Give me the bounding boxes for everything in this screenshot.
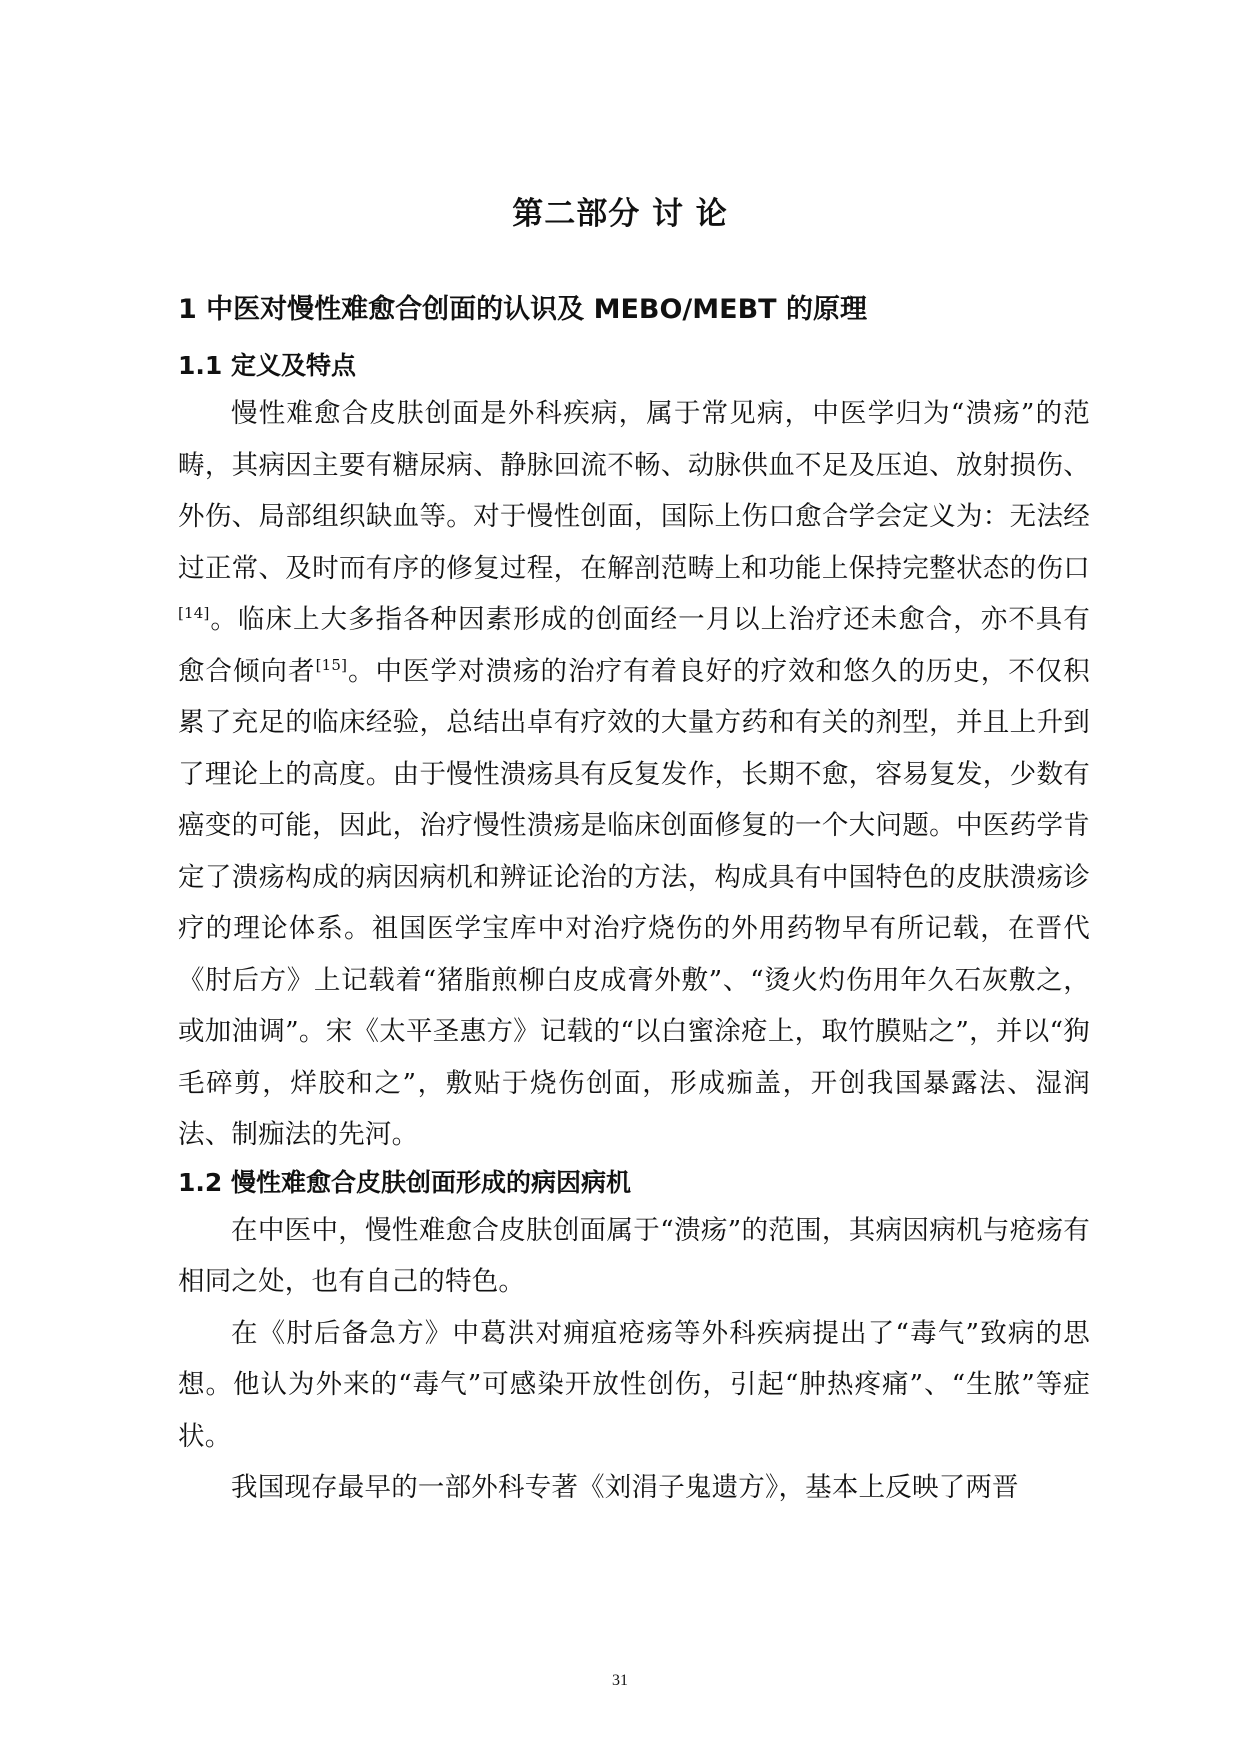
section-1-2-heading: 1.2 慢性难愈合皮肤创面形成的病因病机 xyxy=(178,1167,631,1197)
paragraph-text: 。中医学对溃疡的治疗有着良好的疗效和悠久的历史，不仅积累了充足的临床经验，总结出卓有疗效的大量方药和有关的剂型，并且上升到了理论上的高度。由于慢性溃疡具有反复发作，长期不愈，容易复发，少数有癌变的可能，因此，治疗慢性溃疡是临床创面修复的一个大问题。中医药学肯定了溃疡构成的病因病机和辨证论治的方法，构成具有中国特色的皮肤溃疡诊疗的理论体系。祖国医学宝库中对治疗烧伤的外用药物早有所记载，在晋代《肘后方》上记载着“猪脂煎柳白皮成膏外敷”、“烫火灼伤用年久石灰敷之，或加油调”。宋《太平圣惠方》记载的“以白蜜涂疮上，取竹膜贴之”，并以“狗毛碎剪，烊胶和之”，敷贴于烧伤创面，形成痂盖，开创我国暴露法、湿润法、制痂法的先河。 xyxy=(178,655,1090,1150)
citation-ref[interactable]: [14] xyxy=(178,604,210,623)
section-1-2-paragraph-2: 在《肘后备急方》中葛洪对痈疽疮疡等外科疾病提出了“毒气”致病的思想。他认为外来的“毒气”可感染开放性创伤，引起“肿热疼痛”、“生脓”等症状。 xyxy=(178,1317,1090,1452)
section-1-2-paragraph-3: 我国现存最早的一部外科专著《刘涓子鬼遗方》，基本上反映了两晋 xyxy=(231,1472,1019,1503)
section-1-1-paragraph xyxy=(178,388,1090,1161)
page-content xyxy=(178,290,1090,1514)
citation-ref[interactable]: [15] xyxy=(315,655,348,674)
page-number: 31 xyxy=(612,1672,628,1689)
section-1-2-paragraph-1: 在中医中，慢性难愈合皮肤创面属于“溃疡”的范围，其病因病机与疮疡有相同之处，也有自己的特色。 xyxy=(178,1214,1090,1297)
paragraph-text: 。临床上大多指各种因素形成的创面经一月以上治疗还未愈合，亦不具有愈合倾向者 xyxy=(178,604,1090,687)
paragraph-text: 慢性难愈合皮肤创面是外科疾病，属于常见病，中医学归为“溃疡”的范畴，其病因主要有糖尿病、静脉回流不畅、动脉供血不足及压迫、放射损伤、外伤、局部组织缺血等。对于慢性创面，国际上伤口愈合学会定义为：无法经过正常、及时而有序的修复过程，在解剖范畴上和功能上保持完整状态的伤口 xyxy=(178,398,1090,584)
section-1-heading: 1 中医对慢性难愈合创面的认识及 MEBO/MEBT 的原理 xyxy=(178,294,868,325)
section-1-1-heading: 1.1 定义及特点 xyxy=(178,351,356,380)
part-title: 第二部分 讨 论 xyxy=(512,196,728,232)
